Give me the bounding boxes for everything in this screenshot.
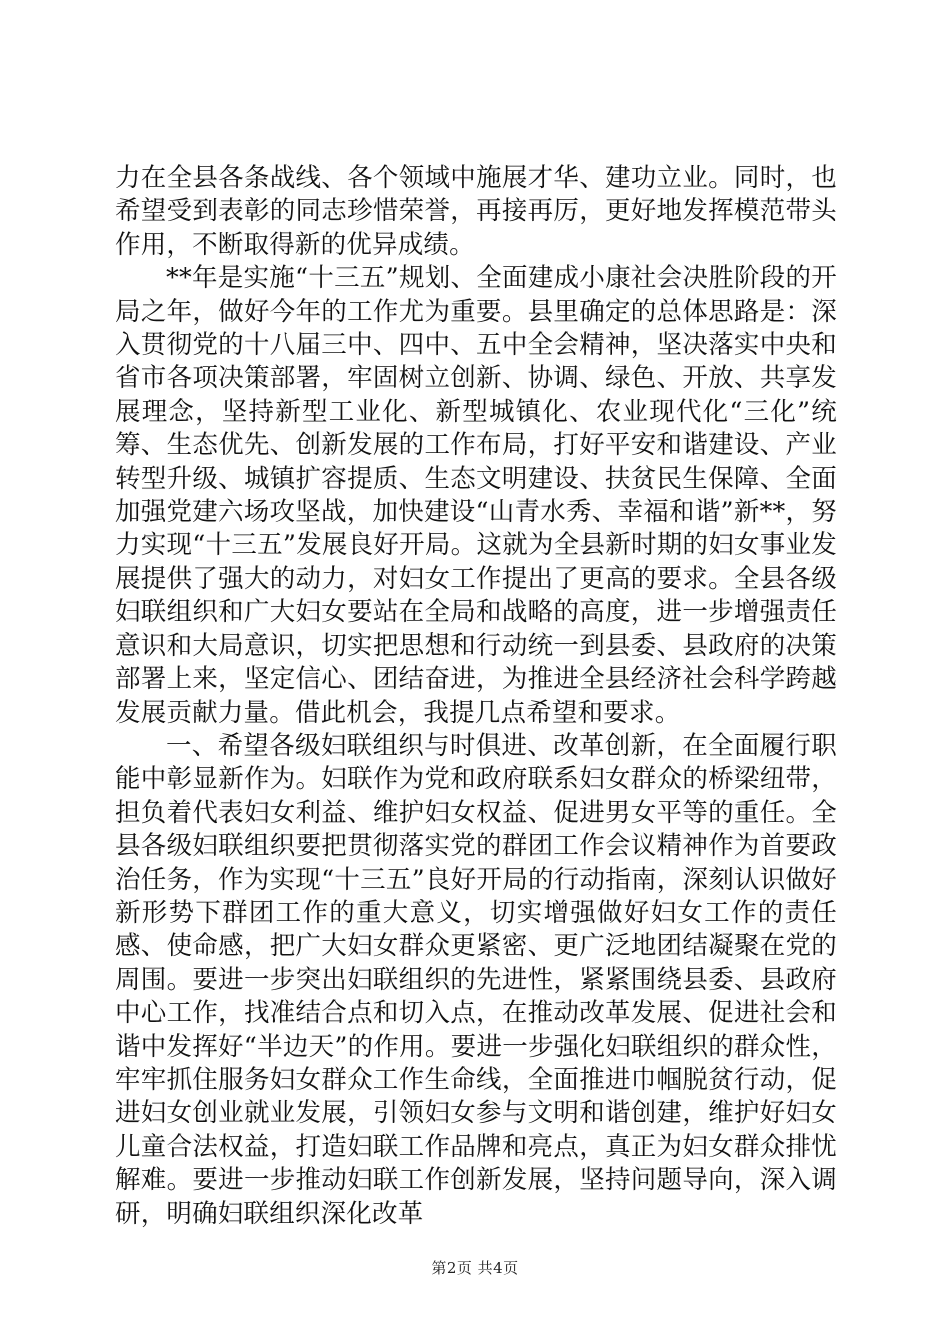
document-body	[115, 162, 837, 1231]
paragraph-continuation: 力在全县各条战线、各个领域中施展才华、建功立业。同时，也希望受到表彰的同志珍惜荣誉，再接再厉，更好地发挥模范带头作用，不断取得新的优异成绩。	[115, 163, 837, 260]
paragraph-first-requirement: 一、希望各级妇联组织与时俱进、改革创新，在全面履行职能中彰显新作为。妇联作为党和政府联系妇女群众的桥梁纽带，担负着代表妇女利益、维护妇女权益、促进男女平等的重任。全县各级妇联组织要把贯彻落实党的群团工作会议精神作为首要政治任务，作为实现“十三五”良好开局的行动指南，深刻认识做好新形势下群团工作的重大意义，切实增强做好妇女工作的责任感、使命感，把广大妇女群众更紧密、更广泛地团结凝聚在党的周围。要进一步突出妇联组织的先进性，紧紧围绕县委、县政府中心工作，找准结合点和切入点，在推动改革发展、促进社会和谐中发挥好“半边天”的作用。要进一步强化妇联组织的群众性，牢牢抓住服务妇女群众工作生命线，全面推进巾帼脱贫行动，促进妇女创业就业发展，引领妇女参与文明和谐创建，维护好妇女儿童合法权益，打造妇联工作品牌和亮点，真正为妇女群众排忧解难。要进一步推动妇联工作创新发展，坚持问题导向，深入调研，明确妇联组织深化改革	[115, 730, 837, 1229]
paragraph-overall-plan: **年是实施“十三五”规划、全面建成小康社会决胜阶段的开局之年，做好今年的工作尤为重要。县里确定的总体思路是：深入贯彻党的十八届三中、四中、五中全会精神，坚决落实中央和省市各项决策部署，牢固树立创新、协调、绿色、开放、共享发展理念，坚持新型工业化、新型城镇化、农业现代化“三化”统筹、生态优先、创新发展的工作布局，打好平安和谐建设、产业转型升级、城镇扩容提质、生态文明建设、扶贫民生保障、全面加强党建六场攻坚战，加快建设“山青水秀、幸福和谐”新**，努力实现“十三五”发展良好开局。这就为全县新时期的妇女事业发展提供了强大的动力，对妇女工作提出了更高的要求。全县各级妇联组织和广大妇女要站在全局和战略的高度，进一步增强责任意识和大局意识，切实把思想和行动统一到县委、县政府的决策部署上来，坚定信心、团结奋进，为推进全县经济社会科学跨越发展贡献力量。借此机会，我提几点希望和要求。	[115, 263, 837, 728]
page-number-footer: 第2页 共4页	[431, 1259, 519, 1277]
